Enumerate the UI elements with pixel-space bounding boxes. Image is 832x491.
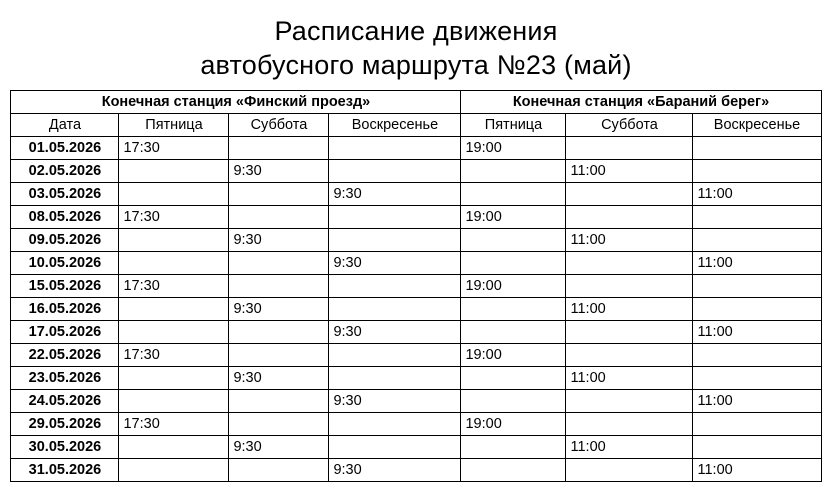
cell-friday-a: 17:30 <box>119 413 229 436</box>
column-header-saturday-b: Суббота <box>566 114 693 137</box>
cell-saturday-a <box>229 390 329 413</box>
cell-date: 08.05.2026 <box>11 206 119 229</box>
cell-sunday-b: 11:00 <box>693 321 821 344</box>
cell-saturday-a: 9:30 <box>229 160 329 183</box>
cell-sunday-a: 9:30 <box>329 252 461 275</box>
cell-saturday-a <box>229 459 329 482</box>
cell-sunday-b: 11:00 <box>693 459 821 482</box>
cell-friday-a <box>119 298 229 321</box>
page-title <box>0 0 832 90</box>
cell-sunday-b: 11:00 <box>693 183 821 206</box>
cell-saturday-b <box>566 183 693 206</box>
table-row <box>11 298 821 321</box>
group-header-baraniy: Конечная станция «Бараний берег» <box>461 91 821 114</box>
column-header-sunday-b: Воскресенье <box>693 114 821 137</box>
cell-friday-b <box>461 321 566 344</box>
cell-sunday-b <box>693 367 821 390</box>
cell-friday-b <box>461 436 566 459</box>
table-row <box>11 137 821 160</box>
cell-friday-b <box>461 229 566 252</box>
cell-sunday-b <box>693 344 821 367</box>
cell-saturday-b <box>566 275 693 298</box>
cell-saturday-a <box>229 183 329 206</box>
table-header <box>11 91 821 137</box>
cell-sunday-a <box>329 344 461 367</box>
cell-sunday-a <box>329 413 461 436</box>
table-row <box>11 459 821 482</box>
cell-sunday-b: 11:00 <box>693 252 821 275</box>
cell-friday-a <box>119 436 229 459</box>
cell-date: 30.05.2026 <box>11 436 119 459</box>
cell-sunday-a: 9:30 <box>329 459 461 482</box>
cell-sunday-a: 9:30 <box>329 183 461 206</box>
column-header-saturday-a: Суббота <box>229 114 329 137</box>
cell-sunday-b <box>693 229 821 252</box>
group-header-finskiy: Конечная станция «Финский проезд» <box>11 91 461 114</box>
cell-saturday-a: 9:30 <box>229 298 329 321</box>
cell-friday-a <box>119 367 229 390</box>
cell-saturday-b: 11:00 <box>566 367 693 390</box>
column-header-date: Дата <box>11 114 119 137</box>
table-row <box>11 252 821 275</box>
cell-friday-a <box>119 229 229 252</box>
cell-saturday-a <box>229 252 329 275</box>
table-row <box>11 413 821 436</box>
cell-sunday-a: 9:30 <box>329 321 461 344</box>
title-line-1: Расписание движения <box>274 16 558 46</box>
cell-sunday-a <box>329 229 461 252</box>
cell-friday-a <box>119 252 229 275</box>
cell-saturday-a: 9:30 <box>229 229 329 252</box>
cell-saturday-a <box>229 206 329 229</box>
cell-friday-b <box>461 298 566 321</box>
cell-friday-a <box>119 459 229 482</box>
cell-date: 09.05.2026 <box>11 229 119 252</box>
cell-saturday-a <box>229 137 329 160</box>
cell-sunday-b <box>693 137 821 160</box>
cell-saturday-b <box>566 459 693 482</box>
cell-saturday-a <box>229 344 329 367</box>
cell-saturday-a: 9:30 <box>229 436 329 459</box>
cell-saturday-a <box>229 321 329 344</box>
cell-friday-b: 19:00 <box>461 275 566 298</box>
cell-friday-a: 17:30 <box>119 137 229 160</box>
cell-saturday-a: 9:30 <box>229 367 329 390</box>
cell-sunday-b <box>693 436 821 459</box>
cell-friday-b <box>461 183 566 206</box>
column-header-friday-b: Пятница <box>461 114 566 137</box>
column-header-row <box>11 114 821 137</box>
table-row <box>11 160 821 183</box>
cell-sunday-b <box>693 160 821 183</box>
column-header-friday-a: Пятница <box>119 114 229 137</box>
cell-saturday-b <box>566 321 693 344</box>
cell-sunday-a <box>329 298 461 321</box>
cell-date: 29.05.2026 <box>11 413 119 436</box>
table-body <box>11 137 821 482</box>
cell-sunday-b <box>693 206 821 229</box>
cell-friday-a: 17:30 <box>119 206 229 229</box>
cell-sunday-a <box>329 206 461 229</box>
cell-sunday-a <box>329 436 461 459</box>
cell-friday-a <box>119 390 229 413</box>
table-row <box>11 344 821 367</box>
cell-friday-a: 17:30 <box>119 344 229 367</box>
cell-friday-a: 17:30 <box>119 275 229 298</box>
cell-saturday-b <box>566 344 693 367</box>
cell-saturday-a <box>229 413 329 436</box>
cell-friday-b <box>461 252 566 275</box>
cell-saturday-a <box>229 275 329 298</box>
cell-friday-b <box>461 160 566 183</box>
title-line-2: автобусного маршрута №23 (май) <box>200 50 632 80</box>
table-row <box>11 229 821 252</box>
column-header-sunday-a: Воскресенье <box>329 114 461 137</box>
schedule-table <box>10 90 821 482</box>
cell-saturday-b: 11:00 <box>566 436 693 459</box>
cell-sunday-a: 9:30 <box>329 390 461 413</box>
cell-saturday-b <box>566 206 693 229</box>
table-row <box>11 436 821 459</box>
table-row <box>11 321 821 344</box>
cell-date: 01.05.2026 <box>11 137 119 160</box>
cell-friday-b <box>461 459 566 482</box>
cell-friday-b: 19:00 <box>461 137 566 160</box>
cell-sunday-a <box>329 160 461 183</box>
cell-date: 16.05.2026 <box>11 298 119 321</box>
cell-friday-a <box>119 183 229 206</box>
table-row <box>11 275 821 298</box>
cell-friday-b <box>461 367 566 390</box>
cell-date: 02.05.2026 <box>11 160 119 183</box>
table-row <box>11 367 821 390</box>
cell-sunday-b: 11:00 <box>693 390 821 413</box>
cell-saturday-b <box>566 137 693 160</box>
cell-saturday-b <box>566 390 693 413</box>
cell-sunday-b <box>693 413 821 436</box>
cell-date: 22.05.2026 <box>11 344 119 367</box>
cell-sunday-a <box>329 275 461 298</box>
cell-date: 03.05.2026 <box>11 183 119 206</box>
table-row <box>11 206 821 229</box>
cell-friday-b: 19:00 <box>461 206 566 229</box>
cell-saturday-b <box>566 252 693 275</box>
cell-friday-a <box>119 321 229 344</box>
table-row <box>11 183 821 206</box>
cell-friday-b <box>461 390 566 413</box>
cell-date: 17.05.2026 <box>11 321 119 344</box>
cell-date: 31.05.2026 <box>11 459 119 482</box>
cell-saturday-b <box>566 413 693 436</box>
table-row <box>11 390 821 413</box>
cell-sunday-b <box>693 298 821 321</box>
cell-saturday-b: 11:00 <box>566 160 693 183</box>
cell-sunday-b <box>693 275 821 298</box>
cell-date: 23.05.2026 <box>11 367 119 390</box>
cell-date: 15.05.2026 <box>11 275 119 298</box>
cell-friday-b: 19:00 <box>461 413 566 436</box>
group-header-row <box>11 91 821 114</box>
cell-sunday-a <box>329 137 461 160</box>
cell-sunday-a <box>329 367 461 390</box>
cell-date: 24.05.2026 <box>11 390 119 413</box>
cell-friday-a <box>119 160 229 183</box>
cell-date: 10.05.2026 <box>11 252 119 275</box>
cell-saturday-b: 11:00 <box>566 298 693 321</box>
cell-saturday-b: 11:00 <box>566 229 693 252</box>
cell-friday-b: 19:00 <box>461 344 566 367</box>
